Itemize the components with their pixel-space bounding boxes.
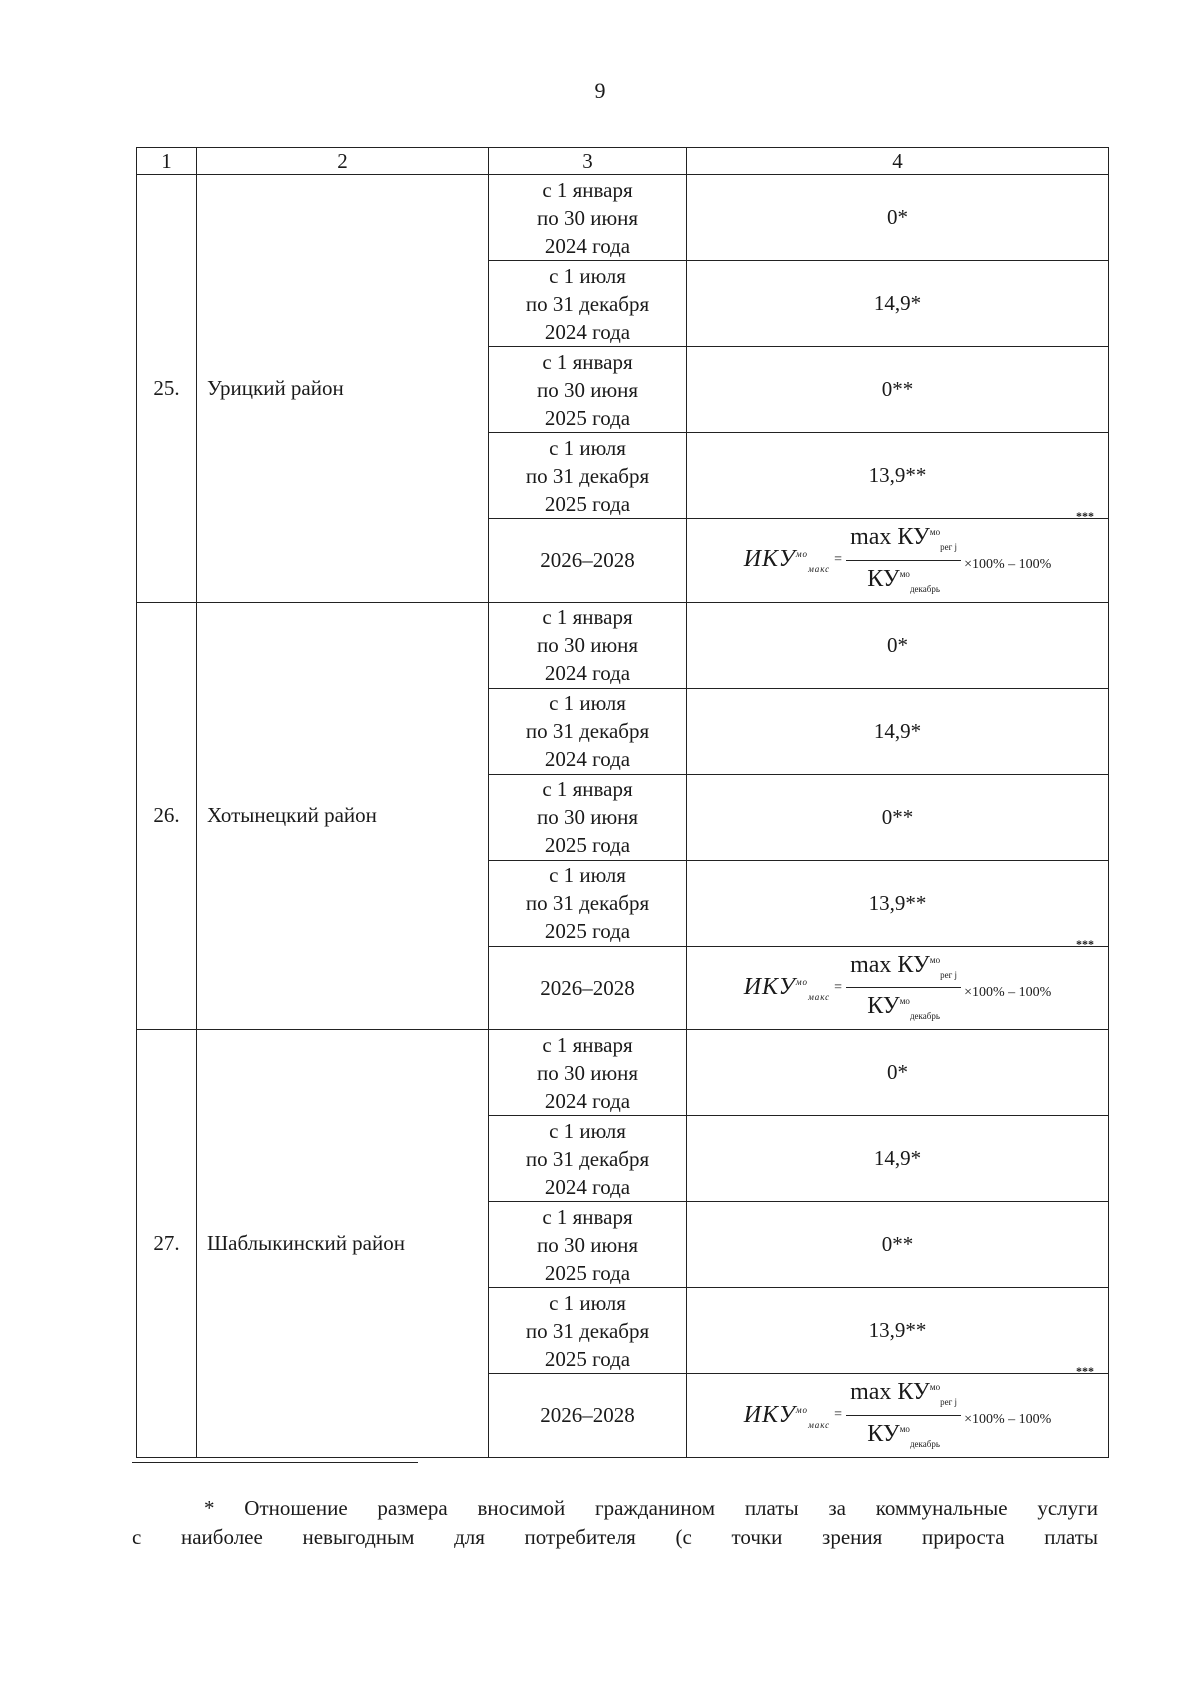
formula-denominator xyxy=(867,561,940,602)
formula-numerator-text: max КУ xyxy=(850,1379,930,1406)
period-cell xyxy=(489,1116,687,1202)
period-range: 2026–2028 xyxy=(489,946,687,1030)
index-value: 0** xyxy=(687,1202,1109,1288)
index-value: 0* xyxy=(687,602,1109,688)
period-line: 2025 года xyxy=(544,1260,631,1285)
period-line: с 1 июля xyxy=(549,1290,626,1315)
formula-fraction xyxy=(846,519,961,602)
period-line: по 30 июня xyxy=(536,377,639,402)
period-line: 2024 года xyxy=(544,1088,631,1113)
period-line: 2024 года xyxy=(544,1174,631,1199)
formula-lhs-sup: мо xyxy=(795,549,809,560)
period-line: с 1 июля xyxy=(549,435,626,460)
index-value: 0* xyxy=(687,175,1109,261)
formula-tail: ×100% – 100% xyxy=(964,1412,1052,1428)
formula-equals: = xyxy=(834,979,843,995)
district-name: Шаблыкинский район xyxy=(197,1030,489,1458)
formula-denominator xyxy=(867,1416,940,1457)
period-line: по 31 декабря xyxy=(525,463,650,488)
formula-denominator-sub: декабрь xyxy=(909,1438,940,1449)
formula-lhs xyxy=(744,974,830,1002)
formula-lhs xyxy=(744,1402,830,1430)
formula-cell xyxy=(687,509,1109,603)
district-name: Хотынецкий район xyxy=(197,602,489,1030)
index-value: 14,9* xyxy=(687,1116,1109,1202)
period-line: с 1 июля xyxy=(549,863,626,888)
formula-denominator-text: КУ xyxy=(867,993,900,1020)
index-value: 13,9** xyxy=(687,433,1109,519)
row-number: 26. xyxy=(137,602,197,1030)
page-number: 9 xyxy=(594,78,606,103)
formula-fraction xyxy=(846,947,961,1030)
index-value: 0* xyxy=(687,1030,1109,1116)
formula-denominator-text: КУ xyxy=(867,565,900,592)
column-header: 4 xyxy=(687,148,1109,175)
formula-tail: ×100% – 100% xyxy=(964,557,1052,573)
formula-tail: ×100% – 100% xyxy=(964,984,1052,1000)
period-line: 2025 года xyxy=(544,405,631,430)
period-line: 2024 года xyxy=(544,661,631,686)
row-number: 25. xyxy=(137,175,197,603)
period-line: по 31 декабря xyxy=(525,291,650,316)
index-value: 13,9** xyxy=(687,860,1109,946)
period-cell xyxy=(489,1202,687,1288)
table-row xyxy=(137,602,1109,688)
table-row xyxy=(137,175,1109,261)
period-range: 2026–2028 xyxy=(489,519,687,603)
period-cell xyxy=(489,774,687,860)
formula-denominator-sub: декабрь xyxy=(909,583,940,594)
period-cell xyxy=(489,433,687,519)
formula-lhs-sub: макс xyxy=(808,1419,831,1430)
period-cell xyxy=(489,347,687,433)
formula-numerator xyxy=(846,1374,961,1416)
formula-equals: = xyxy=(834,552,843,568)
index-formula xyxy=(687,936,1108,1030)
period-line: по 30 июня xyxy=(536,1060,639,1085)
footnote-separator xyxy=(132,1462,418,1463)
index-value: 0** xyxy=(687,347,1109,433)
formula-denominator-sup: мо xyxy=(899,996,910,1007)
period-cell xyxy=(489,602,687,688)
formula-footnote-mark: *** xyxy=(1076,1364,1094,1379)
district-name: Урицкий район xyxy=(197,175,489,603)
formula-lhs-sub: макс xyxy=(808,564,831,575)
index-value: 13,9** xyxy=(687,1288,1109,1374)
column-header: 1 xyxy=(137,148,197,175)
index-value: 0** xyxy=(687,774,1109,860)
formula-numerator-text: max КУ xyxy=(850,951,930,978)
table-header-row xyxy=(137,148,1109,175)
period-cell xyxy=(489,175,687,261)
period-line: с 1 июля xyxy=(549,1118,626,1143)
period-line: 2025 года xyxy=(544,491,631,516)
formula-numerator-text: max КУ xyxy=(850,524,930,550)
formula-lhs-text: ИКУ xyxy=(743,546,796,573)
period-line: по 31 декабря xyxy=(525,1146,650,1171)
formula-lhs-sub: макс xyxy=(808,991,831,1002)
formula-numerator-sub: рег j xyxy=(940,969,958,980)
period-cell xyxy=(489,688,687,774)
formula-numerator-sub: рег j xyxy=(940,541,958,552)
period-cell xyxy=(489,860,687,946)
period-line: с 1 января xyxy=(542,777,633,802)
period-line: с 1 января xyxy=(542,177,633,202)
formula-lhs-sup: мо xyxy=(795,976,809,987)
period-line: с 1 января xyxy=(542,605,633,630)
formula-numerator xyxy=(846,519,961,561)
formula-numerator-sup: мо xyxy=(929,1382,941,1393)
period-line: с 1 июля xyxy=(549,263,626,288)
formula-numerator-sup: мо xyxy=(929,954,941,965)
period-line: с 1 июля xyxy=(549,691,626,716)
period-line: по 31 декабря xyxy=(525,891,650,916)
formula-footnote-mark: *** xyxy=(1076,936,1094,951)
index-value: 14,9* xyxy=(687,261,1109,347)
table-row xyxy=(137,1030,1109,1116)
tariff-index-table xyxy=(136,147,1109,1458)
formula-lhs xyxy=(744,546,830,574)
formula-cell xyxy=(687,1364,1109,1458)
period-line: по 30 июня xyxy=(536,1232,639,1257)
period-line: с 1 января xyxy=(542,1032,633,1057)
period-line: 2024 года xyxy=(544,319,631,344)
formula-lhs-text: ИКУ xyxy=(743,1401,796,1428)
formula-fraction xyxy=(846,1374,961,1457)
formula-denominator-sub: декабрь xyxy=(909,1011,940,1022)
period-line: 2024 года xyxy=(544,747,631,772)
formula-equals: = xyxy=(834,1407,843,1423)
formula-numerator xyxy=(846,947,961,989)
formula-lhs-text: ИКУ xyxy=(743,973,796,1000)
row-number: 27. xyxy=(137,1030,197,1458)
footnote xyxy=(132,1494,1098,1552)
period-line: по 30 июня xyxy=(536,205,639,230)
footnote-line: с наиболее невыгодным для потребителя (с точки зрения прироста платы xyxy=(132,1525,1098,1549)
period-cell xyxy=(489,1030,687,1116)
period-line: 2025 года xyxy=(544,919,631,944)
period-line: по 30 июня xyxy=(536,633,639,658)
period-line: 2025 года xyxy=(544,1346,631,1371)
formula-footnote-mark: *** xyxy=(1076,509,1094,523)
period-line: по 31 декабря xyxy=(525,719,650,744)
formula-numerator-sub: рег j xyxy=(940,1396,958,1407)
column-header: 3 xyxy=(489,148,687,175)
period-line: по 30 июня xyxy=(536,805,639,830)
period-line: с 1 января xyxy=(542,1204,633,1229)
period-cell xyxy=(489,261,687,347)
period-range: 2026–2028 xyxy=(489,1374,687,1458)
formula-numerator-sup: мо xyxy=(929,527,941,537)
period-line: 2025 года xyxy=(544,833,631,858)
period-cell xyxy=(489,1288,687,1374)
period-line: с 1 января xyxy=(542,349,633,374)
column-header: 2 xyxy=(197,148,489,175)
formula-cell xyxy=(687,936,1109,1030)
formula-denominator xyxy=(867,988,940,1029)
formula-denominator-text: КУ xyxy=(867,1420,900,1447)
footnote-line: * Отношение размера вносимой гражданином платы за коммунальные услуги xyxy=(204,1496,1098,1520)
index-formula xyxy=(687,1364,1108,1457)
index-value: 14,9* xyxy=(687,688,1109,774)
formula-denominator-sup: мо xyxy=(899,568,910,579)
index-formula xyxy=(687,509,1108,602)
period-line: 2024 года xyxy=(544,233,631,258)
formula-lhs-sup: мо xyxy=(795,1404,809,1415)
formula-denominator-sup: мо xyxy=(899,1423,910,1434)
period-line: по 31 декабря xyxy=(525,1318,650,1343)
